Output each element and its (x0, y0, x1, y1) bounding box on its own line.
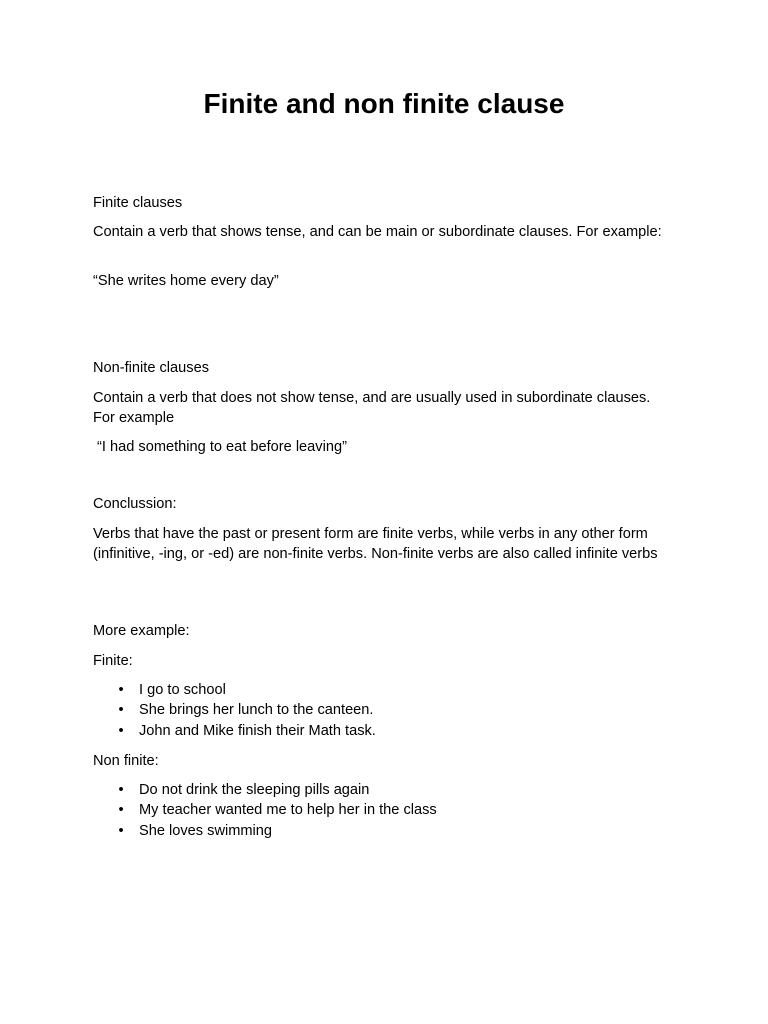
bullet-icon: • (118, 802, 124, 819)
list-item-text: My teacher wanted me to help her in the class (139, 802, 437, 819)
bullet-icon: • (118, 682, 124, 698)
bullet-icon: • (118, 782, 124, 798)
list-item-text: Do not drink the sleeping pills again (139, 782, 370, 798)
finite-clauses-heading: Finite clauses (93, 195, 183, 211)
non-finite-clauses-heading: Non-finite clauses (93, 360, 209, 376)
list-item-text: John and Mike finish their Math task. (139, 722, 376, 739)
conclusion-heading: Conclussion: (93, 496, 177, 512)
finite-clauses-example: “She writes home every day” (93, 273, 279, 289)
conclusion-body: Verbs that have the past or present form are finite verbs, while verbs in any other form (infinitive, -ing, or -ed) are non-finite verbs. Non-finite verbs are also called infinite verbs (93, 526, 658, 562)
list-item (93, 780, 663, 800)
list-item-text: She brings her lunch to the canteen. (139, 702, 374, 719)
list-item (93, 680, 663, 700)
list-item (93, 700, 663, 720)
list-item (93, 821, 663, 841)
non-finite-examples-list (93, 780, 663, 841)
list-item-text: She loves swimming (139, 822, 273, 839)
finite-examples-list (93, 680, 663, 741)
non-finite-examples-label: Non finite: (93, 753, 159, 769)
document-title: Finite and non finite clause (203, 88, 565, 119)
bullet-icon: • (118, 822, 124, 839)
list-item (93, 800, 663, 820)
non-finite-clauses-example: “I had something to eat before leaving” (93, 439, 347, 455)
non-finite-clauses-description: Contain a verb that does not show tense, and are usually used in subordinate clauses. For example (93, 390, 651, 426)
finite-examples-label: Finite: (93, 653, 133, 669)
list-item-text: I go to school (139, 682, 226, 698)
bullet-icon: • (118, 702, 124, 719)
finite-clauses-description: Contain a verb that shows tense, and can be main or subordinate clauses. For example: (93, 224, 662, 240)
list-item (93, 721, 663, 741)
bullet-icon: • (118, 722, 124, 739)
more-examples-heading: More example: (93, 623, 190, 639)
